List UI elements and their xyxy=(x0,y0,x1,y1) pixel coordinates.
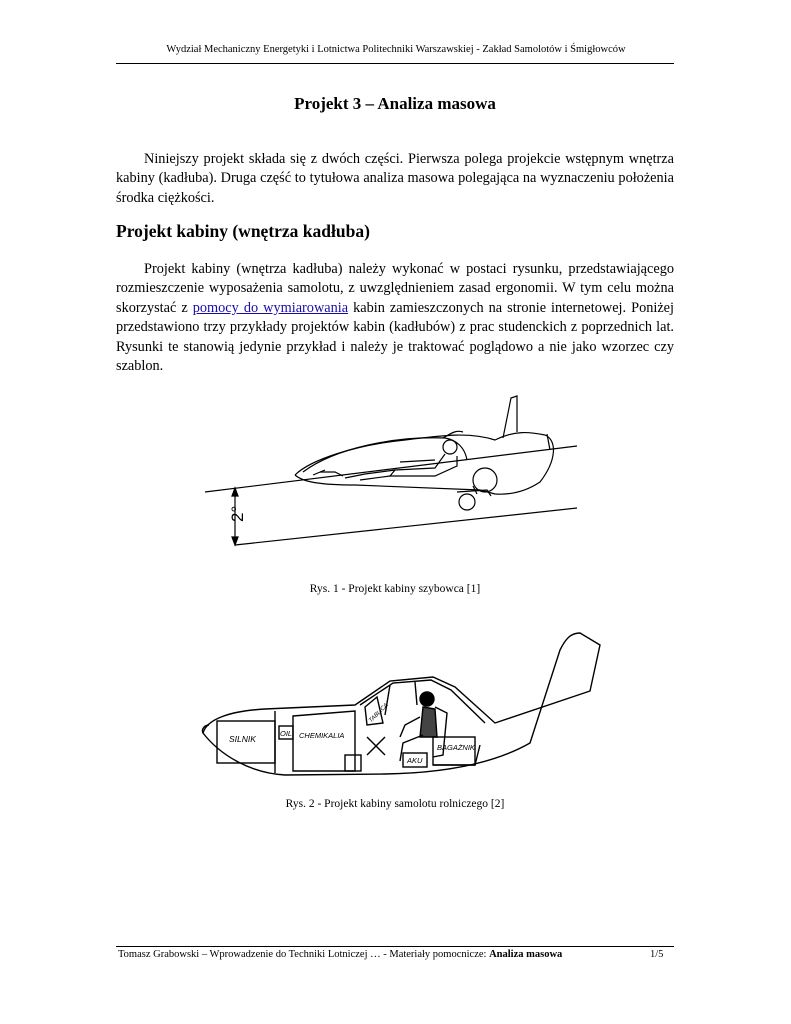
agricultural-aircraft-figure xyxy=(195,625,615,785)
dimensioning-help-link[interactable]: pomocy do wymiarowania xyxy=(192,299,349,316)
arrow-down-icon xyxy=(232,537,238,545)
section-text-start: Projekt kabiny (wnętrza kadłuba) należy wykonać w postaci rysunku, przedstawiającego rozmieszczenie wyposażenia samolotu, z uwzględnieniem zasad ergonomii. W tym celu można skorzystać z xyxy=(116,261,674,316)
tail-fin xyxy=(503,396,517,438)
tail-wheel xyxy=(459,494,475,510)
angle-label: 2° xyxy=(228,505,247,522)
pilot-head xyxy=(420,692,434,706)
section-paragraph xyxy=(116,260,674,376)
label-bagaznik: BAGAŻNIK xyxy=(437,743,475,752)
fuselage-axis-line xyxy=(205,446,577,492)
figure2-caption: Rys. 2 - Projekt kabiny samolotu rolniczego [2] xyxy=(285,798,505,810)
page-footer xyxy=(118,949,562,960)
pilot-head xyxy=(443,440,457,454)
intro-paragraph xyxy=(116,150,674,208)
page-number: 1/5 xyxy=(650,949,664,960)
horizontal-reference-line xyxy=(235,508,577,545)
intro-text: Niniejszy projekt składa się z dwóch części. Pierwsza polega projekcie wstępnym wnętrza kabiny (kadłuba). Druga część to tytułowa analiza masowa polegająca na wyznaczeniu położenia środka ciężkości. xyxy=(116,151,674,206)
label-aku: AKU xyxy=(407,756,423,765)
label-silnik: SILNIK xyxy=(229,734,256,744)
page-header: Wydział Mechaniczny Energetyki i Lotnictwa Politechniki Warszawskiej - Zakład Samolotów i Śmigłowców xyxy=(166,44,626,55)
chemical-tank xyxy=(293,711,355,771)
footer-rule xyxy=(116,946,674,947)
label-tablica: TABLICA xyxy=(368,702,390,725)
page-title: Projekt 3 – Analiza masowa xyxy=(294,94,496,113)
section-heading: Projekt kabiny (wnętrza kadłuba) xyxy=(116,221,370,241)
section-text-end: kabin zamieszczonych na stronie internetowej. Poniżej przedstawiono trzy przykłady projektów kabin (kadłubów) z prac studenckich z poprzednich lat. Rysunki te stanowią jedynie przykład i należy je traktować poglądowo a nie jako wzorzec czy szablon. xyxy=(116,299,674,375)
glider-cockpit-figure xyxy=(195,390,595,555)
figure1-caption: Rys. 1 - Projekt kabiny szybowca [1] xyxy=(309,583,481,595)
footer-text: Tomasz Grabowski – Wprowadzenie do Techniki Lotniczej … - Materiały pomocnicze: xyxy=(118,949,490,960)
main-wheel xyxy=(473,468,497,492)
footer-bold: Analiza masowa xyxy=(489,949,563,960)
header-rule xyxy=(116,63,674,64)
label-oil: OIL xyxy=(280,729,293,738)
label-chemikalia: CHEMIKALIA xyxy=(299,731,345,740)
arrow-up-icon xyxy=(232,488,238,496)
